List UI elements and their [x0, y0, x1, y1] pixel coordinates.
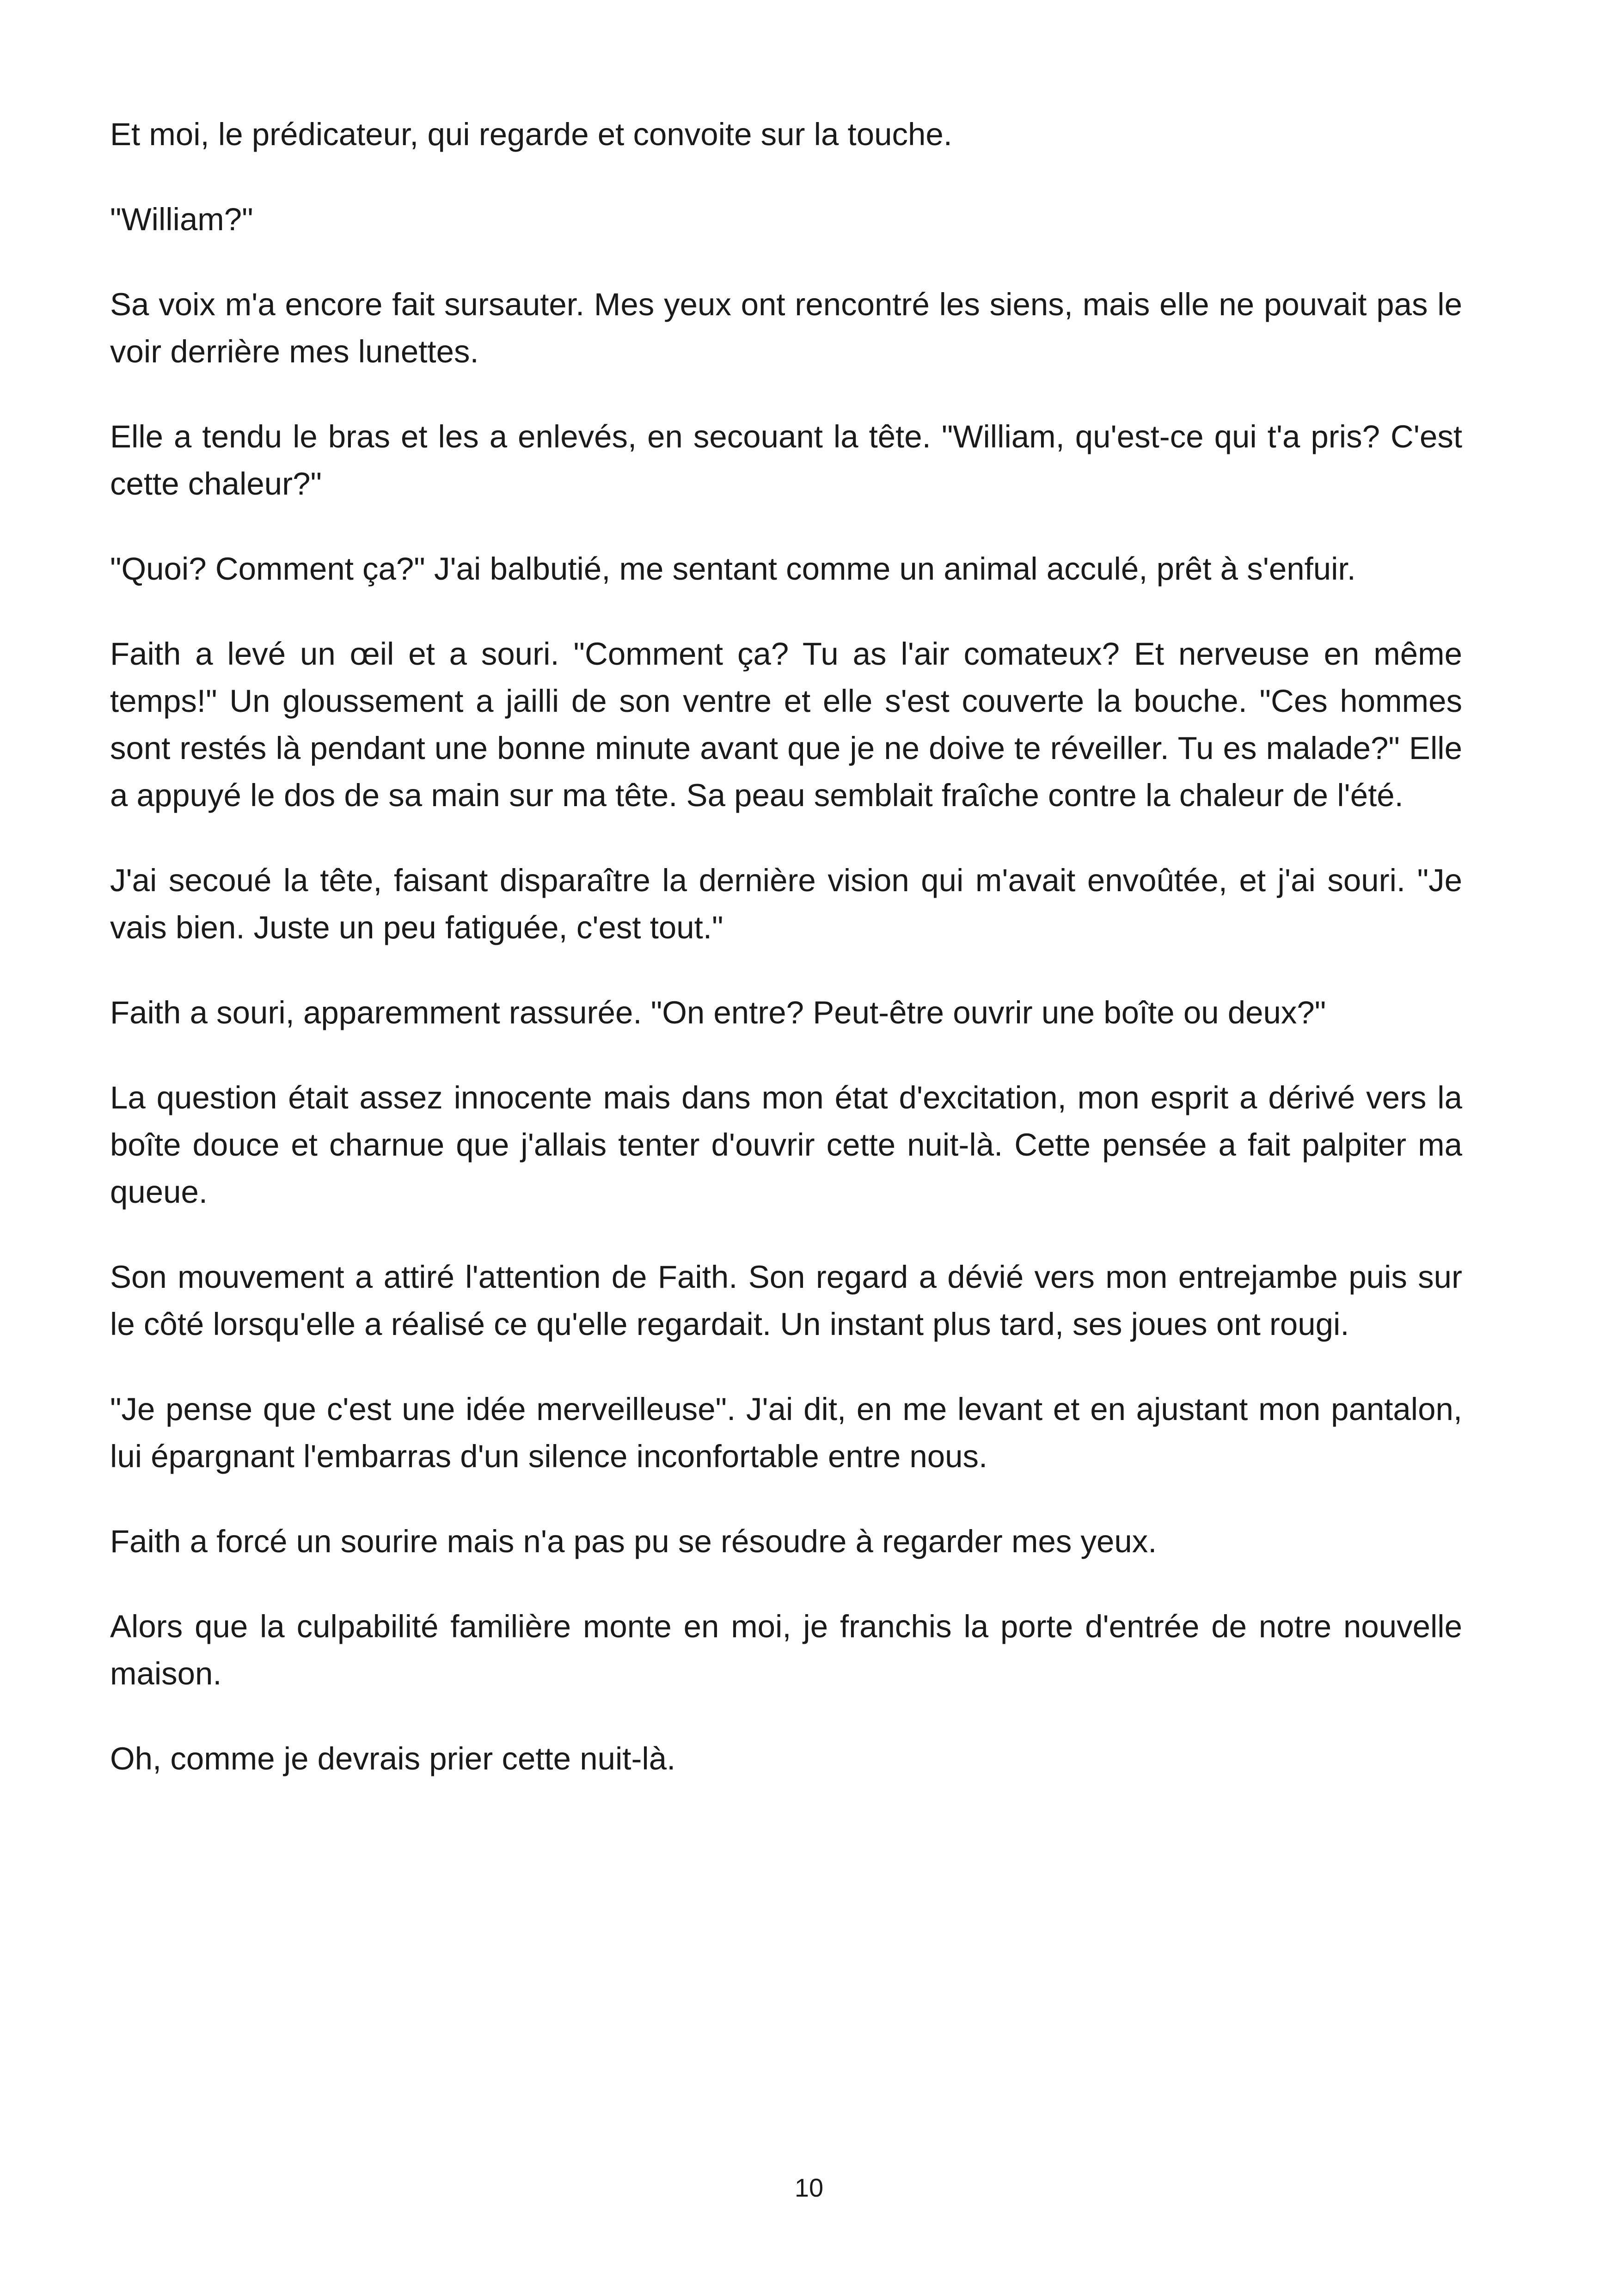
paragraph: Elle a tendu le bras et les a enlevés, en secouant la tête. "William, qu'est-ce qui t'a pris? C'est cette chaleur?"	[110, 419, 1462, 502]
paragraph: "Je pense que c'est une idée merveilleuse". J'ai dit, en me levant et en ajustant mon pantalon, lui épargnant l'embarras d'un silence inconfortable entre nous.	[110, 1391, 1462, 1474]
paragraph: Son mouvement a attiré l'attention de Faith. Son regard a dévié vers mon entrejambe puis sur le côté lorsqu'elle a réalisé ce qu'elle regardait. Un instant plus tard, ses joues ont rougi.	[110, 1259, 1462, 1342]
page-number: 10	[794, 2173, 824, 2202]
paragraph: Alors que la culpabilité familière monte en moi, je franchis la porte d'entrée de notre nouvelle maison.	[110, 1609, 1462, 1691]
paragraph: Sa voix m'a encore fait sursauter. Mes yeux ont rencontré les siens, mais elle ne pouvait pas le voir derrière mes lunettes.	[110, 287, 1462, 369]
body-text	[110, 111, 1462, 1782]
paragraph: Faith a levé un œil et a souri. "Comment ça? Tu as l'air comateux? Et nerveuse en même temps!" Un gloussement a jailli de son ventre et elle s'est couverte la bouche. "Ces hommes sont restés là pendant une bonne minute avant que je ne doive te réveiller. Tu es malade?" Elle a appuyé le dos de sa main sur ma tête. Sa peau semblait fraîche contre la chaleur de l'été.	[110, 636, 1462, 813]
paragraph: Faith a forcé un sourire mais n'a pas pu se résoudre à regarder mes yeux.	[110, 1524, 1157, 1559]
paragraph: Et moi, le prédicateur, qui regarde et convoite sur la touche.	[110, 116, 952, 152]
paragraph: "Quoi? Comment ça?" J'ai balbutié, me sentant comme un animal acculé, prêt à s'enfuir.	[110, 551, 1356, 587]
paragraph: La question était assez innocente mais dans mon état d'excitation, mon esprit a dérivé vers la boîte douce et charnue que j'allais tenter d'ouvrir cette nuit-là. Cette pensée a fait palpiter ma queue.	[110, 1080, 1462, 1210]
paragraph: "William?"	[110, 202, 253, 237]
paragraph: J'ai secoué la tête, faisant disparaître la dernière vision qui m'avait envoûtée, et j'ai souri. "Je vais bien. Juste un peu fatiguée, c'est tout."	[110, 863, 1462, 945]
paragraph: Oh, comme je devrais prier cette nuit-là.	[110, 1741, 676, 1776]
paragraph: Faith a souri, apparemment rassurée. "On entre? Peut-être ouvrir une boîte ou deux?"	[110, 995, 1326, 1030]
